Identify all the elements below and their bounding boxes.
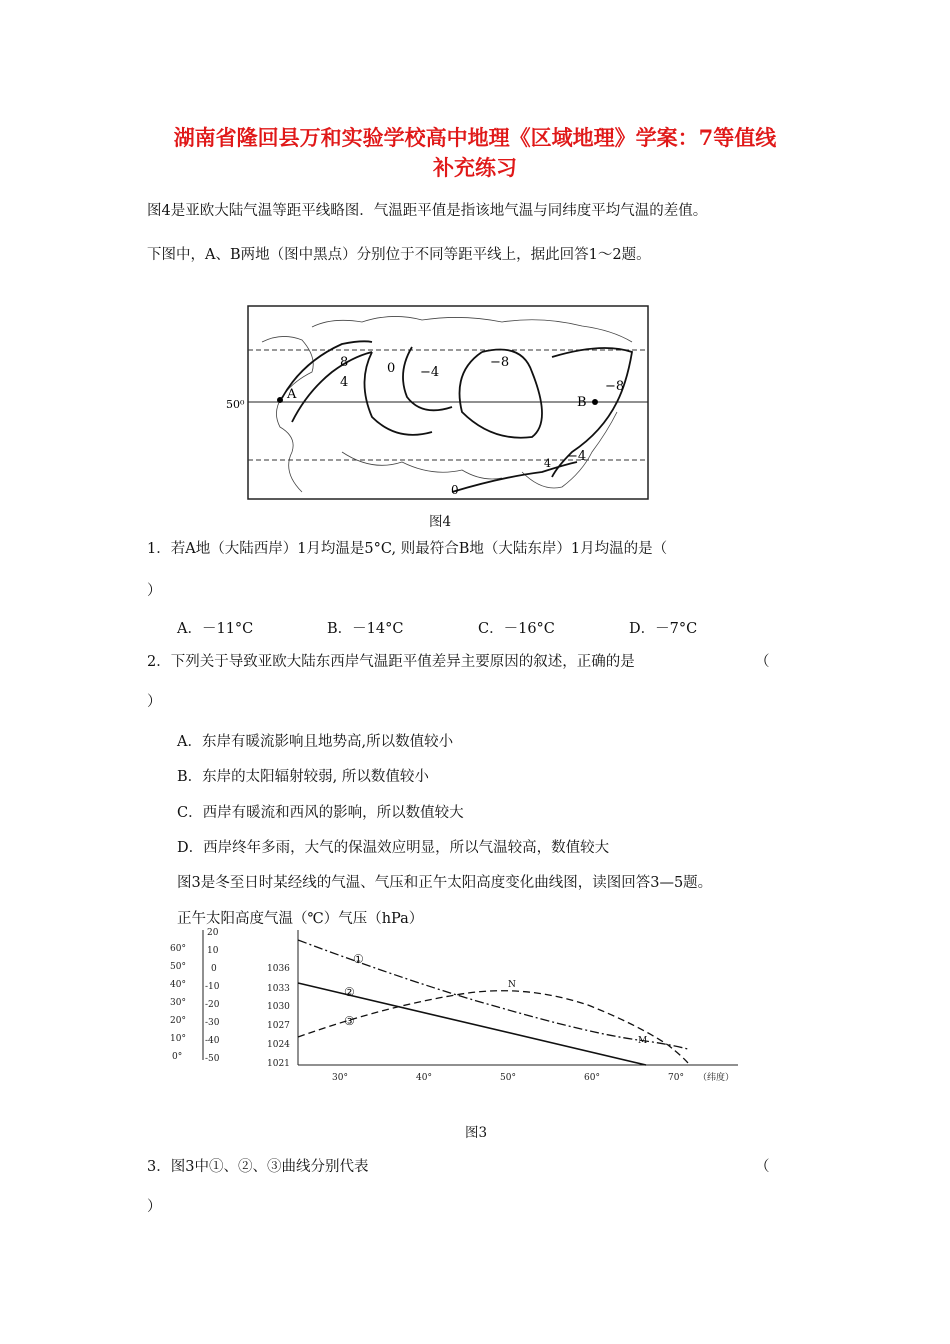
axis-pressure-label: 1036 — [267, 964, 290, 974]
q1-option-a: A．－11°C — [177, 621, 254, 637]
axis-pressure-label: 1033 — [267, 984, 290, 994]
intro-fig3: 图3是冬至日时某经线的气温、气压和正午太阳高度变化曲线图，读图回答3—5题。 — [177, 875, 713, 891]
q2-option-d: D．西岸终年多雨，大气的保温效应明显，所以气温较高，数值较大 — [177, 840, 610, 856]
axis-temp-label: -50 — [205, 1054, 220, 1064]
q2-line-1: 2．下列关于导致亚欧大陆东西岸气温距平值差异主要原因的叙述，正确的是 — [147, 654, 635, 670]
axis-angle-label: 60° — [170, 944, 186, 954]
curve-label-n: N — [508, 980, 516, 990]
point-a-label: A — [287, 387, 297, 402]
axis-temp-label: 10 — [207, 946, 219, 956]
axis-lat-label: 30° — [332, 1073, 348, 1083]
isoline-label: 0 — [387, 361, 396, 376]
axis-angle-label: 50° — [170, 962, 186, 972]
isoline-label: 0 — [451, 483, 459, 497]
axis-angle-label: 20° — [170, 1016, 186, 1026]
axis-angle-label: 0° — [172, 1052, 183, 1062]
q2-option-c: C．西岸有暖流和西风的影响，所以数值较大 — [177, 805, 464, 821]
axis-temp-label: -30 — [205, 1018, 220, 1028]
isoline-label: 4 — [544, 457, 551, 470]
axis-temp-label: 0 — [211, 964, 217, 974]
title-line-1: 湖南省隆回县万和实验学校高中地理《区域地理》学案：7等值线 — [173, 125, 777, 150]
curve-label-m: M — [638, 1036, 648, 1046]
q2-line-2: ） — [147, 694, 162, 710]
isoline-label: −4 — [567, 449, 587, 464]
q1-option-c: C．－16°C — [478, 621, 555, 637]
curve-label-1: ① — [353, 952, 364, 966]
isoline-label: −4 — [420, 365, 440, 380]
figure-3-caption: 图3 — [465, 1125, 488, 1141]
axis-angle-label: 40° — [170, 980, 186, 990]
axis-lat-label: 60° — [584, 1073, 600, 1083]
axis-temp-label: -40 — [205, 1036, 220, 1046]
fig3-header: 正午太阳高度气温（℃）气压（hPa） — [177, 911, 424, 927]
q2-option-b: B．东岸的太阳辐射较弱, 所以数值较小 — [177, 769, 429, 785]
q1-option-b: B．－14°C — [327, 621, 404, 637]
axis-pressure-label: 1027 — [267, 1021, 290, 1031]
q3-line-2: ） — [147, 1199, 162, 1215]
figure-4-caption: 图4 — [429, 514, 452, 530]
q3-line-1: 3．图3中①、②、③曲线分别代表 — [147, 1159, 369, 1175]
axis-temp-label: -20 — [205, 1000, 220, 1010]
axis-pressure-label: 1030 — [267, 1002, 290, 1012]
isoline-label: −8 — [490, 355, 510, 370]
intro-line-2: 下图中，A、B两地（图中黑点）分别位于不同等距平线上，据此回答1～2题。 — [147, 247, 651, 263]
isoline-label: 4 — [340, 375, 349, 390]
isoline-label: −8 — [605, 379, 625, 394]
axis-angle-label: 30° — [170, 998, 186, 1008]
q2-paren-open: （ — [755, 654, 770, 670]
axis-lat-unit: （纬度） — [698, 1073, 735, 1083]
isoline-label: 8 — [340, 355, 349, 370]
axis-lat-label: 40° — [416, 1073, 432, 1083]
axis-lat-label: 50° — [500, 1073, 516, 1083]
curve-label-3: ③ — [344, 1014, 355, 1028]
title-line-2: 补充练习 — [433, 155, 517, 180]
q1-option-d: D．－7°C — [629, 621, 698, 637]
q1-line-1: 1．若A地（大陆西岸）1月均温是5°C, 则最符合B地（大陆东岸）1月均温的是（ — [147, 541, 668, 557]
curve-label-2: ② — [344, 985, 355, 999]
axis-lat-label: 70° — [668, 1073, 684, 1083]
axis-pressure-label: 1024 — [267, 1040, 290, 1050]
q3-paren-open: （ — [755, 1159, 770, 1175]
point-b-label: B — [577, 395, 587, 410]
q2-option-a: A．东岸有暖流影响且地势高,所以数值较小 — [177, 734, 454, 750]
axis-temp-label: -10 — [205, 982, 220, 992]
axis-temp-label: 20 — [207, 928, 219, 938]
axis-pressure-label: 1021 — [267, 1059, 290, 1069]
figure-4-map — [222, 302, 654, 502]
latitude-label: 50⁰ — [226, 398, 245, 411]
figure-3-chart — [168, 925, 758, 1095]
intro-line-1: 图4是亚欧大陆气温等距平线略图．气温距平值是指该地气温与同纬度平均气温的差值。 — [147, 203, 708, 219]
axis-angle-label: 10° — [170, 1034, 186, 1044]
q1-line-2: ） — [147, 583, 162, 599]
